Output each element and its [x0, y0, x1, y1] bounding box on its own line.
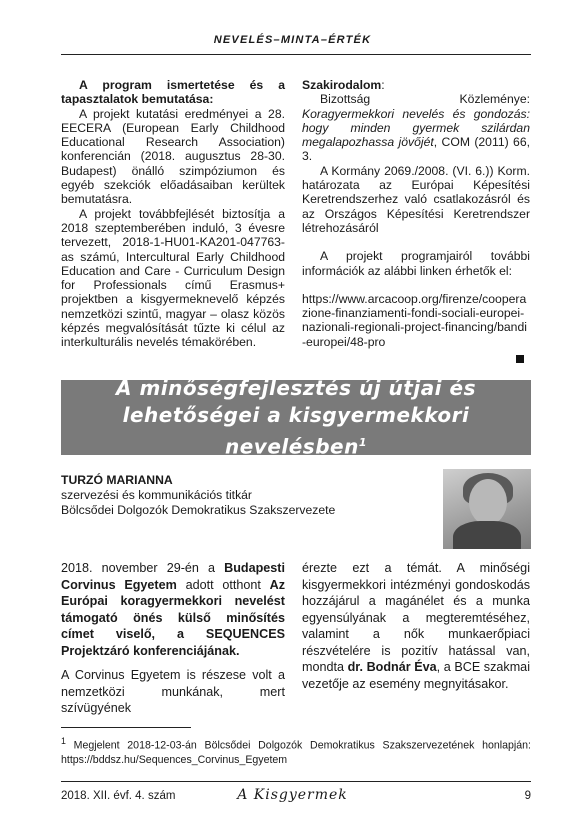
right-column — [302, 78, 530, 349]
page-number: 9 — [524, 790, 531, 802]
links-intro: A projekt programjairól további információk az alábbi linken érhetők el: — [302, 249, 530, 278]
reference-1-suffix: , COM (2011) 66, 3. — [302, 135, 530, 164]
article-title — [61, 375, 531, 461]
journal-name: A Kisgyermek — [237, 787, 348, 803]
program-heading-text: A program ismertetése és a tapasztalatok bemutatása: — [61, 78, 285, 107]
bold-run: Budapesti Corvinus Egyetem — [61, 561, 285, 592]
reference-2: A Kormány 2069./2008. (VI. 6.)) Korm. határozata az Európai Képesítési Keretrendszerhez való csatlakozásról és az Országos Képesítési Keretrendszer létrehozásáról — [302, 163, 530, 235]
footnote-rule — [61, 727, 191, 728]
bold-run: dr. Bodnár Éva — [347, 660, 437, 674]
author-photo — [443, 469, 531, 549]
footnote — [61, 734, 531, 767]
references-heading-text: Szakirodalom — [302, 78, 382, 92]
article-title-text: A minőségfejlesztés új útjai és lehetőségei a kisgyermekkori nevelésben — [116, 375, 476, 459]
author-block — [61, 473, 421, 518]
issue-info: 2018. XII. évf. 4. szám — [61, 790, 176, 802]
article-title-banner — [61, 375, 531, 459]
text-run: adott otthont — [176, 577, 270, 592]
references-heading-colon: : — [381, 78, 385, 92]
spacer — [302, 235, 530, 249]
running-header: NEVELÉS–MINTA–ÉRTÉK — [213, 34, 372, 46]
article-paragraph-1 — [61, 560, 285, 659]
article-paragraph-2: A Corvinus Egyetem is részese volt a nemzetközi munkának, mert szívügyének — [61, 668, 285, 715]
article-paragraph-3 — [302, 560, 530, 692]
program-heading — [61, 78, 285, 107]
photo-shoulders — [453, 521, 521, 549]
article-body-left — [61, 560, 285, 717]
reference-1-prefix: Bizottság Közleménye: — [320, 92, 530, 107]
reference-1 — [302, 92, 530, 163]
reference-1-title: Koragyermekkori nevelés és gondozás: hogy minden gyermek szilárdan megalapozhassa jövőjét — [302, 106, 530, 150]
author-name: TURZÓ MARIANNA — [61, 473, 173, 487]
author-organization: Bölcsődei Dolgozók Demokratikus Szakszervezete — [61, 503, 336, 517]
left-column — [61, 78, 285, 350]
text-run: 2018. november 29-én a — [61, 561, 225, 575]
footnote-text: Megjelent 2018-12-03-án Bölcsődei Dolgozók Demokratikus Szakszervezetének honlapján: https://bddsz.hu/Sequences_Corvinus_Egyetem — [61, 739, 531, 766]
photo-face — [469, 479, 507, 525]
footer-rule — [61, 781, 531, 782]
left-paragraph-1: A projekt kutatási eredményei a 28. EECERA (European Early Childhood Educational Research Association) konferencián (2018. augusztus 28-30. Budapest) önálló szimpóziumon és egyéb szekciók előadásaiban kerültek bemutatásra. — [61, 106, 285, 207]
title-footnote-mark: 1 — [358, 435, 367, 449]
text-run: érezte ezt a témát. A minőségi kisgyermekkori intézményi gondoskodás hozzájárul a magánélet és a munka egyensúlyának a megteremtéséhez, valamint a nők munkaerőpiaci részvételére is pozitív hatással van, mondta — [302, 561, 530, 674]
spacer — [61, 659, 285, 667]
footnote-mark: 1 — [61, 736, 66, 746]
bold-run: Az Európai koragyermekkori nevelést támogató önés külső minősítés címet viselő, a SEQUENCES Projektzáró konferenciájának. — [61, 577, 285, 658]
left-paragraph-2: A projekt továbbfejlését biztosítja a 2018 szeptemberében induló, 3 évesre tervezett, 2018-1-HU01-KA201-047763-as számú, Intercultural Early Childhood Education and Care - Curriculum Design for Professionals című Erasmus+ projektben a kisgyermeknevelő képzés nemzetközi szintű, magyar – olasz közös képzés megvalósítását tűzte ki célul az interkulturális nevelés témakörében. — [61, 206, 285, 350]
author-role: szervezési és kommunikációs titkár — [61, 488, 252, 502]
references-heading — [302, 78, 530, 92]
article-body-right — [302, 560, 530, 692]
end-of-article-mark — [516, 355, 524, 363]
text-run: , a BCE szakmai vezetője az esemény megnyitásakor. — [302, 660, 530, 691]
project-link[interactable]: https://www.arcacoop.org/firenze/cooperazione-finanziamenti-fondi-sociali-europei-nazionali-regionali-project-financing/bandi-europei/48-pro — [302, 291, 527, 349]
spacer — [302, 278, 530, 292]
header-rule — [61, 54, 531, 55]
